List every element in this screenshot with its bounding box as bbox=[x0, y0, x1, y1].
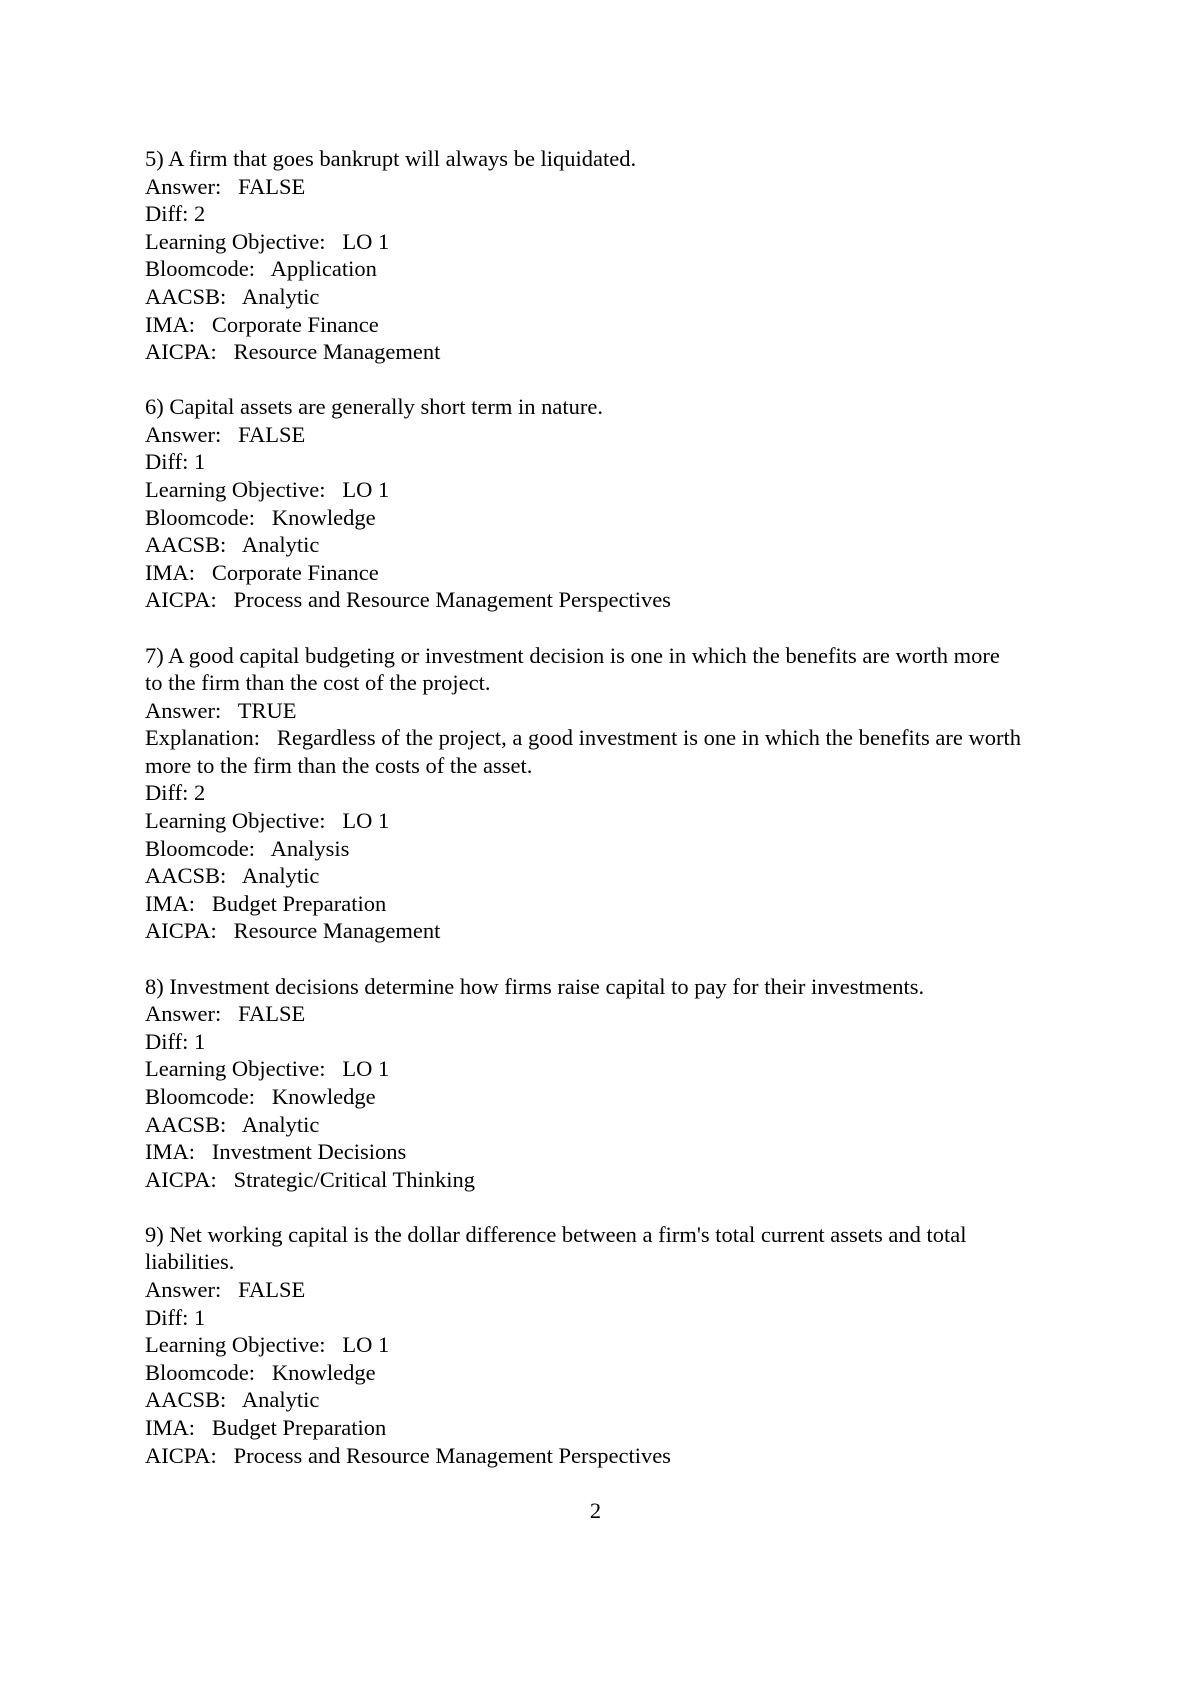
ima-line: IMA: Corporate Finance bbox=[145, 559, 379, 585]
answer-line: Answer: FALSE bbox=[145, 1001, 306, 1027]
question-8 bbox=[145, 973, 1085, 1194]
aicpa-line: AICPA: Process and Resource Management Perspectives bbox=[145, 587, 671, 613]
question-9 bbox=[145, 1221, 1085, 1469]
ima-line: IMA: Investment Decisions bbox=[145, 1139, 407, 1165]
answer-line: Answer: TRUE bbox=[145, 697, 297, 723]
learning-objective-line: Learning Objective: LO 1 bbox=[145, 1056, 390, 1082]
explanation-line-continued: more to the firm than the costs of the asset. bbox=[145, 752, 533, 778]
aacsb-line: AACSB: Analytic bbox=[145, 1111, 320, 1137]
bloomcode-line: Bloomcode: Knowledge bbox=[145, 504, 376, 530]
question-text: 8) Investment decisions determine how firms raise capital to pay for their investments. bbox=[145, 973, 925, 999]
question-text-continued: to the firm than the cost of the project. bbox=[145, 670, 491, 696]
explanation-line: Explanation: Regardless of the project, a good investment is one in which the benefits are worth bbox=[145, 725, 1022, 751]
difficulty-line: Diff: 1 bbox=[145, 1028, 206, 1054]
learning-objective-line: Learning Objective: LO 1 bbox=[145, 1332, 390, 1358]
aicpa-line: AICPA: Resource Management bbox=[145, 339, 441, 365]
answer-line: Answer: FALSE bbox=[145, 421, 306, 447]
learning-objective-line: Learning Objective: LO 1 bbox=[145, 228, 390, 254]
difficulty-line: Diff: 2 bbox=[145, 780, 206, 806]
question-text: 7) A good capital budgeting or investment decision is one in which the benefits are worth more bbox=[145, 642, 1000, 668]
aicpa-line: AICPA: Strategic/Critical Thinking bbox=[145, 1166, 475, 1192]
question-text: 6) Capital assets are generally short term in nature. bbox=[145, 394, 603, 420]
difficulty-line: Diff: 2 bbox=[145, 201, 206, 227]
question-5 bbox=[145, 145, 1085, 366]
question-text-continued: liabilities. bbox=[145, 1249, 235, 1275]
ima-line: IMA: Budget Preparation bbox=[145, 890, 387, 916]
bloomcode-line: Bloomcode: Knowledge bbox=[145, 1359, 376, 1385]
difficulty-line: Diff: 1 bbox=[145, 1304, 206, 1330]
bloomcode-line: Bloomcode: Analysis bbox=[145, 835, 350, 861]
answer-line: Answer: FALSE bbox=[145, 1276, 306, 1302]
aicpa-line: AICPA: Resource Management bbox=[145, 918, 441, 944]
aacsb-line: AACSB: Analytic bbox=[145, 863, 320, 889]
aacsb-line: AACSB: Analytic bbox=[145, 283, 320, 309]
question-text: 9) Net working capital is the dollar difference between a firm's total current assets and total bbox=[145, 1221, 967, 1247]
bloomcode-line: Bloomcode: Knowledge bbox=[145, 1083, 376, 1109]
answer-line: Answer: FALSE bbox=[145, 173, 306, 199]
difficulty-line: Diff: 1 bbox=[145, 449, 206, 475]
bloomcode-line: Bloomcode: Application bbox=[145, 256, 377, 282]
aacsb-line: AACSB: Analytic bbox=[145, 1387, 320, 1413]
aacsb-line: AACSB: Analytic bbox=[145, 532, 320, 558]
learning-objective-line: Learning Objective: LO 1 bbox=[145, 808, 390, 834]
learning-objective-line: Learning Objective: LO 1 bbox=[145, 477, 390, 503]
document-body bbox=[145, 145, 1085, 1497]
question-6 bbox=[145, 393, 1085, 614]
aicpa-line: AICPA: Process and Resource Management Perspectives bbox=[145, 1442, 671, 1468]
ima-line: IMA: Budget Preparation bbox=[145, 1414, 387, 1440]
page-number: 2 bbox=[589, 1498, 602, 1523]
question-text: 5) A firm that goes bankrupt will always be liquidated. bbox=[145, 146, 637, 171]
ima-line: IMA: Corporate Finance bbox=[145, 311, 379, 337]
question-7 bbox=[145, 642, 1085, 946]
